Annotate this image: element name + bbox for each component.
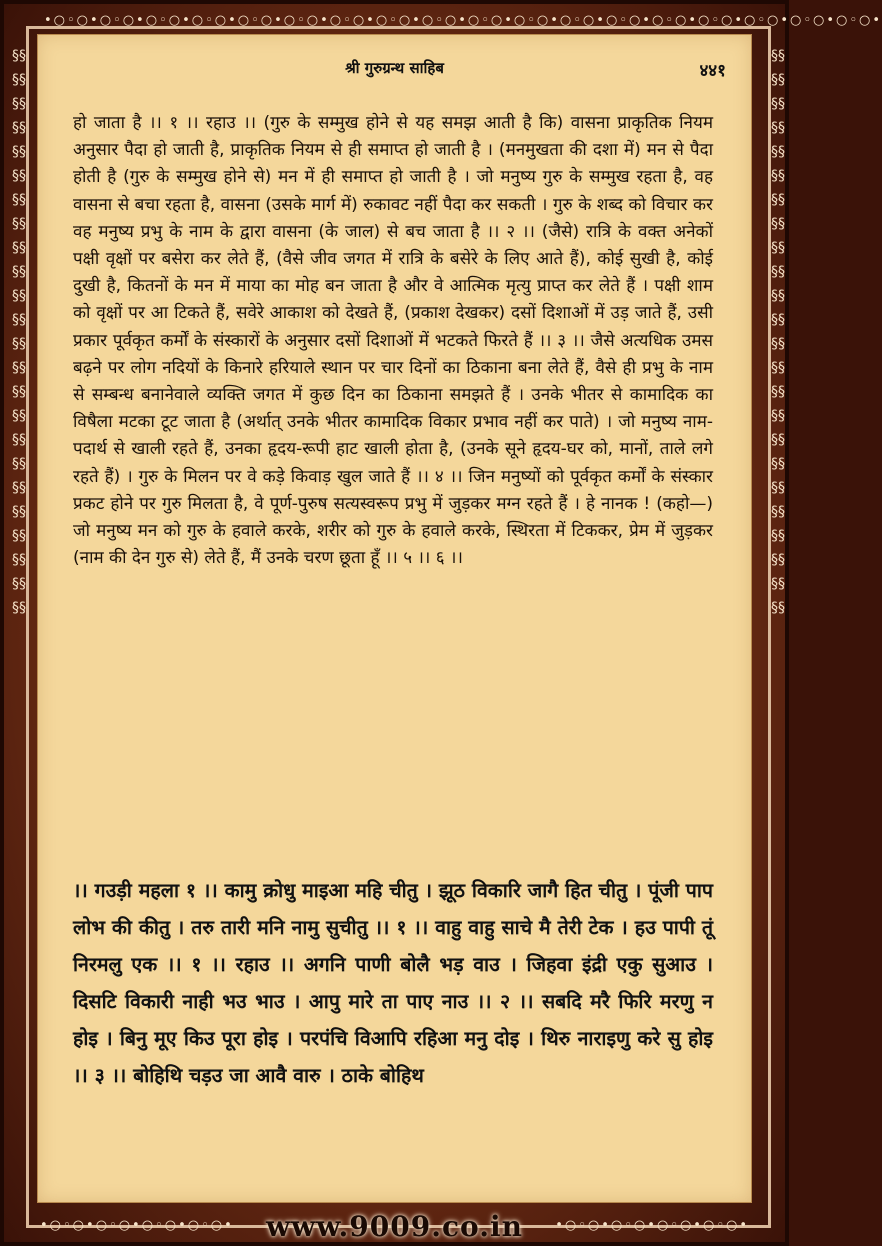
website-url[interactable]: www.9009.co.in xyxy=(266,1210,523,1243)
translation-paragraph: हो जाता है ।। १ ।। रहाउ ।। (गुरु के सम्मुख होने से यह समझ आती है कि) वासना प्राकृतिक नियम अनुसार पैदा हो जाती है, प्राकृतिक नियम से ही समाप्त हो जाती है । (मनमुखता की दशा में) मन से पैदा होती है (गुरु के सम्मुख होने से) मन में ही समाप्त हो जाती है । जो मनुष्य गुरु के सम्मुख रहता है, वह वासना से बचा रहता है, वासना (उसके मार्ग में) रुकावट नहीं पैदा कर सकती । गुरु के शब्द को विचार कर वह मनुष्य प्रभु के नाम के द्वारा वासना (के जाल) से बच जाता है ।। २ ।। (जैसे) रात्रि के वक्त अनेकों पक्षी वृक्षों पर बसेरा कर लेते हैं, (वैसे जीव जगत में रात्रि के बसेरे के लिए आते हैं), कोई सुखी है, कोई दुखी है, कितनों के मन में माया का मोह बन जाता है और वे आत्मिक मृत्यु प्राप्त कर लेते हैं । पक्षी शाम को वृक्षों पर आ टिकते हैं, सवेरे आकाश को देखते हैं, (प्रकाश देखकर) दसों दिशाओं में उड़ जाते हैं, उसी प्रकार पूर्वकृत कर्मों के संस्कारों के अनुसार दसों दिशाओं में भटकते फिरते हैं ।। ३ ।। जैसे अत्यधिक उमस बढ़ने पर लोग नदियों के किनारे हरियाले स्थान पर चार दिनों का ठिकाना बना लेते हैं, वैसे ही प्रभु के नाम से सम्बन्ध बनानेवाले व्यक्ति जगत में कुछ दिन का ठिकाना समझते हैं । उनके भीतर से कामादिक का विषैला मटका टूट जाता है (अर्थात् उनके भीतर कामादिक विकार प्रभाव नहीं कर पाते) । जो मनुष्य नाम-पदार्थ से खाली रहते हैं, उनका हृदय-रूपी हाट खाली होता है, (उनके सूने हृदय-घर को, मानों, ताले लगे रहते हैं) । गुरु के मिलन पर वे कड़े किवाड़ खुल जाते हैं ।। ४ ।। जिन मनुष्यों को पूर्वकृत कर्मों के संस्कार प्रकट होने पर गुरु मिलता है, वे पूर्ण-पुरुष सत्यस्वरूप प्रभु में जुड़कर मग्न रहते हैं । हे नानक ! (कहो—) जो मनुष्य मन को गुरु के हवाले करके, शरीर को गुरु के हवाले करके, स्थिरता में टिककर, प्रेम में जुड़कर (नाम की देन गुरु से) लेते हैं, मैं उनके चरण छूता हूँ ।। ५ ।। ६ ।। xyxy=(73,113,713,569)
scripture-page xyxy=(37,34,752,1203)
page-number: ४४१ xyxy=(699,61,726,81)
right-ornament-border: §§§§§§§§§§§§§§§§§§§§§§§§§§§§§§§§§§§§§§§§§§§§§§§§ xyxy=(771,48,785,616)
left-ornament-border: §§§§§§§§§§§§§§§§§§§§§§§§§§§§§§§§§§§§§§§§§§§§§§§§ xyxy=(12,48,26,616)
top-ornament-border: •○◦○•○◦○•○◦○•○◦○•○◦○•○◦○•○◦○•○◦○•○◦○•○◦○•○◦○•○◦○•○◦○•○◦○•○◦○•○◦○•○◦○•○◦○• xyxy=(44,13,882,28)
page-footer xyxy=(0,1210,789,1244)
gurbani-verse: ।। गउड़ी महला १ ।। कामु क्रोधु माइआ महि चीतु । झूठ विकारि जागै हित चीतु । पूंजी पाप लोभ की कीतु । तरु तारी मनि नामु सुचीतु ।। १ ।। वाहु वाहु साचे मै तेरी टेक । हउ पापी तूं निरमलु एक ।। १ ।। रहाउ ।। अगनि पाणी बोलै भड़ वाउ । जिहवा इंद्री एकु सुआउ । दिसटि विकारी नाही भउ भाउ । आपु मारे ता पाए नाउ ।। २ ।। सबदि मरै फिरि मरणु न होइ । बिनु मूए किउ पूरा होइ । परपंचि विआपि रहिआ मनु दोइ । थिरु नाराइणु करे सु होइ ।। ३ ।। बोहिथि चड़उ जा आवै वारु । ठाके बोहिथ xyxy=(73,879,713,1087)
footer-left-ornament: •○◦○•○◦○•○◦○•○◦○• xyxy=(40,1218,234,1233)
page-header xyxy=(37,58,752,88)
footer-right-ornament: •○◦○•○◦○•○◦○•○◦○• xyxy=(555,1218,749,1233)
page-title: श्री गुरुग्रन्थ साहिब xyxy=(345,59,444,77)
